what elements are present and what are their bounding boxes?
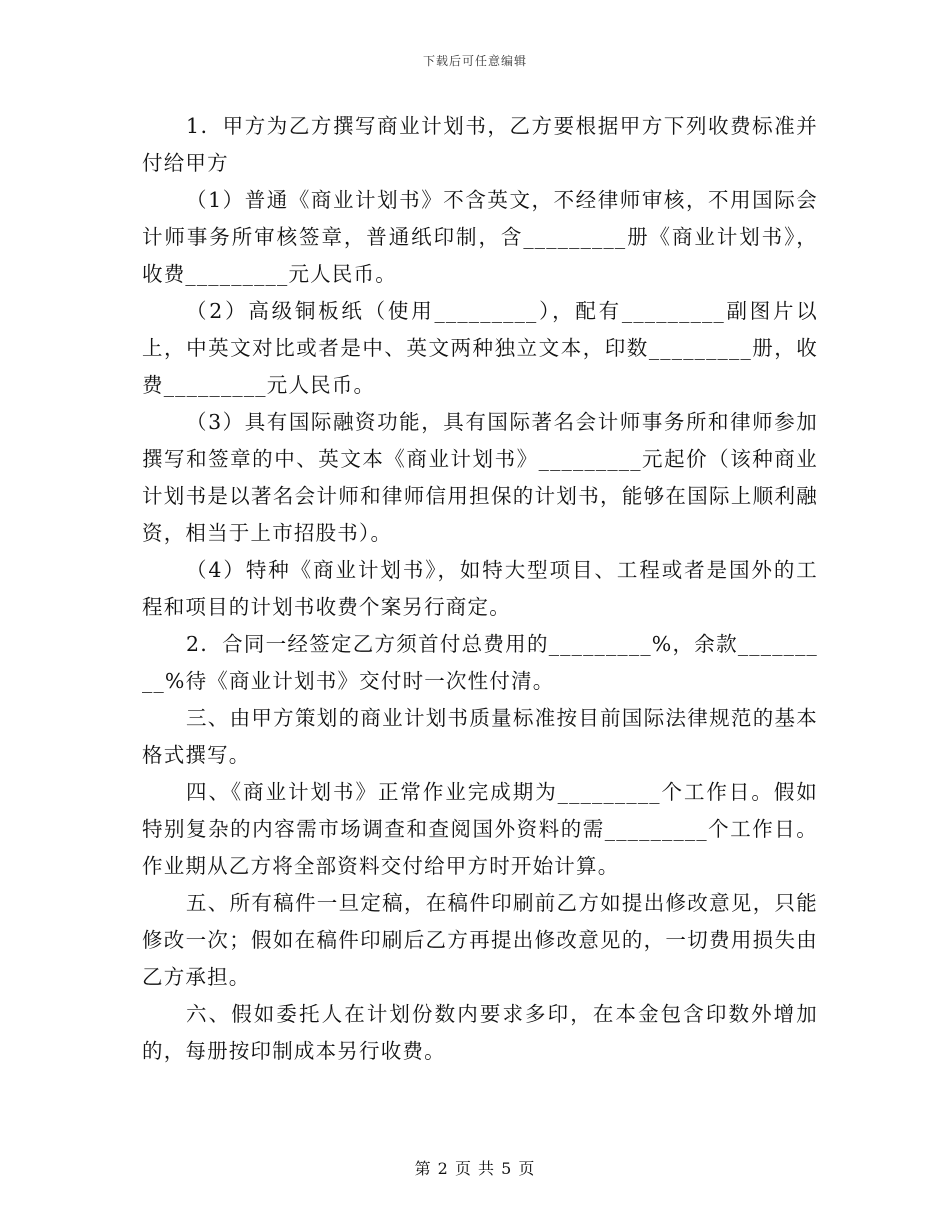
paragraph-item-3: （3）具有国际融资功能，具有国际著名会计师事务所和律师参加撰写和签章的中、英文本《商业计划书》_________元起价（该种商业计划书是以著名会计师和律师信用担保的计划书，能够在国际上顺利融资，相当于上市招股书）。 [142, 410, 818, 545]
paragraph-item-4: （4）特种《商业计划书》，如特大型项目、工程或者是国外的工程和项目的计划书收费个案另行商定。 [142, 558, 818, 619]
paragraph-clause-5: 五、所有稿件一旦定稿，在稿件印刷前乙方如提出修改意见，只能修改一次；假如在稿件印刷后乙方再提出修改意见的，一切费用损失由乙方承担。 [142, 891, 818, 989]
paragraph-item-1: （1）普通《商业计划书》不含英文，不经律师审核，不用国际会计师事务所审核签章，普通纸印制，含_________册《商业计划书》，收费_________元人民币。 [142, 188, 818, 286]
paragraph-payment: 2．合同一经签定乙方须首付总费用的_________%，余款_________%待《商业计划书》交付时一次性付清。 [142, 632, 818, 693]
page-number: 第 2 页 共 5 页 [414, 1159, 536, 1178]
paragraph-item-2: （2）高级铜板纸（使用_________），配有_________副图片以上，中英文对比或者是中、英文两种独立文本，印数_________册，收费_________元人民币。 [142, 299, 818, 397]
paragraph-clause-4: 四、《商业计划书》正常作业完成期为_________个工作日。假如特别复杂的内容需市场调查和查阅国外资料的需_________个工作日。作业期从乙方将全部资料交付给甲方时开始计算。 [142, 780, 818, 878]
document-body [142, 108, 818, 1070]
paragraph-clause-3: 三、由甲方策划的商业计划书质量标准按目前国际法律规范的基本格式撰写。 [142, 706, 818, 767]
paragraph-fee-standard: 1．甲方为乙方撰写商业计划书，乙方要根据甲方下列收费标准并付给甲方 [142, 114, 818, 175]
paragraph-clause-6: 六、假如委托人在计划份数内要求多印，在本金包含印数外增加的，每册按印制成本另行收费。 [142, 1002, 818, 1063]
page-header: 下载后可任意编辑 [422, 54, 527, 68]
